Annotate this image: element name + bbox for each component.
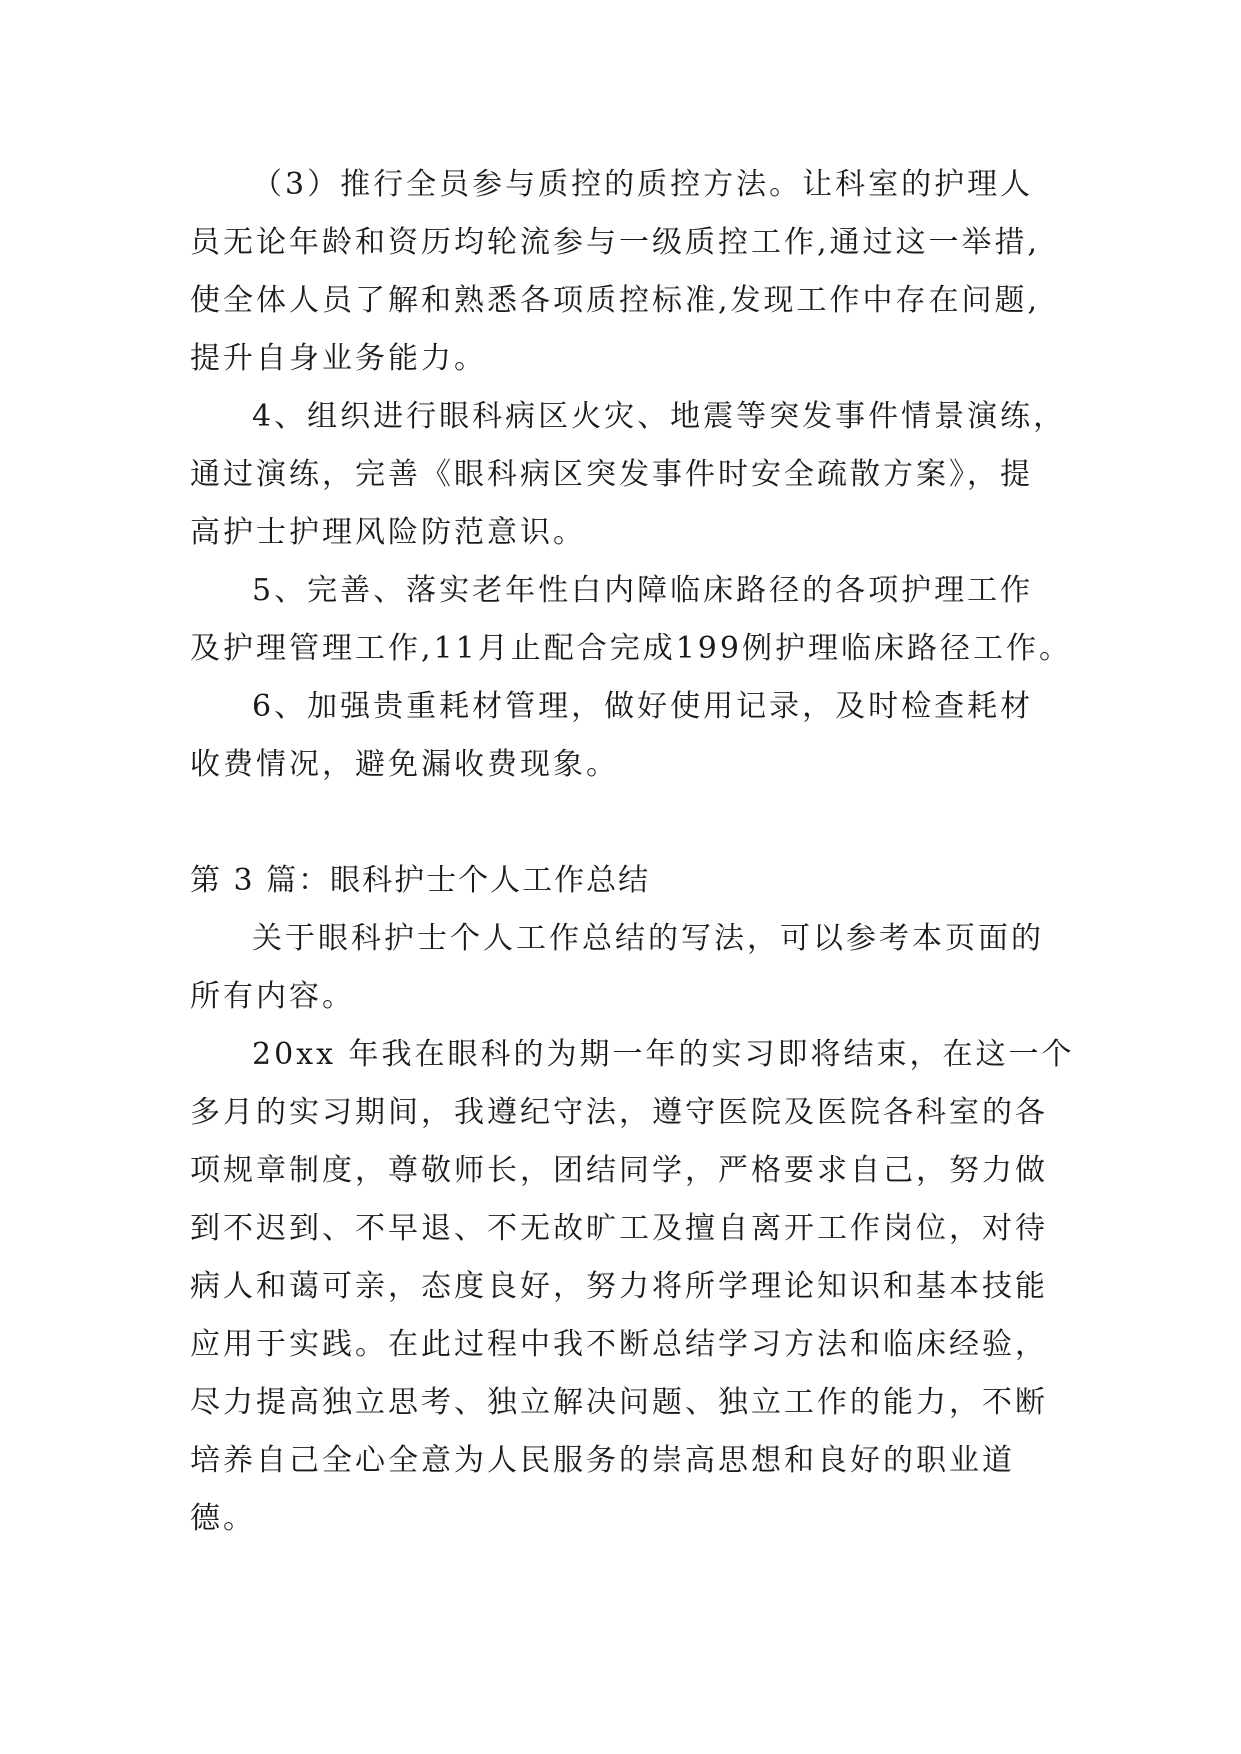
text-line: 尽力提高独立思考、独立解决问题、独立工作的能力，不断 [190, 1385, 1048, 1420]
text-line: 6、加强贵重耗材管理，做好使用记录，及时检查耗材 [252, 689, 1034, 724]
text-line: 员无论年龄和资历均轮流参与一级质控工作,通过这一举措, [190, 225, 1041, 260]
text-line: 培养自己全心全意为人民服务的崇高思想和良好的职业道 [190, 1443, 1015, 1478]
text-line: 5、完善、落实老年性白内障临床路径的各项护理工作 [252, 573, 1034, 608]
text-line: 所有内容。 [190, 979, 355, 1014]
text-line: 到不迟到、不早退、不无故旷工及擅自离开工作岗位，对待 [190, 1211, 1048, 1246]
text-line: 使全体人员了解和熟悉各项质控标准,发现工作中存在问题, [190, 283, 1041, 318]
text-line: 病人和蔼可亲，态度良好，努力将所学理论知识和基本技能 [190, 1269, 1048, 1304]
text-line: 20xx 年我在眼科的为期一年的实习即将结束，在这一个 [252, 1037, 1075, 1072]
text-line: 收费情况，避免漏收费现象。 [190, 747, 619, 782]
section-heading: 第 3 篇：眼科护士个人工作总结 [190, 863, 651, 898]
text-line: （3）推行全员参与质控的质控方法。让科室的护理人 [252, 167, 1034, 202]
text-line: 4、组织进行眼科病区火灾、地震等突发事件情景演练， [252, 399, 1067, 434]
text-line: 关于眼科护士个人工作总结的写法，可以参考本页面的 [252, 921, 1044, 956]
text-line: 高护士护理风险防范意识。 [190, 515, 586, 550]
text-line: 项规章制度，尊敬师长，团结同学，严格要求自己，努力做 [190, 1153, 1048, 1188]
text-line: 应用于实践。在此过程中我不断总结学习方法和临床经验， [190, 1327, 1048, 1362]
text-line: 通过演练，完善《眼科病区突发事件时安全疏散方案》，提 [190, 457, 1033, 492]
text-line: 德。 [190, 1501, 256, 1536]
text-line: 多月的实习期间，我遵纪守法，遵守医院及医院各科室的各 [190, 1095, 1048, 1130]
text-line: 提升自身业务能力。 [190, 341, 487, 376]
text-line: 及护理管理工作,11月止配合完成199例护理临床路径工作。 [190, 631, 1072, 666]
